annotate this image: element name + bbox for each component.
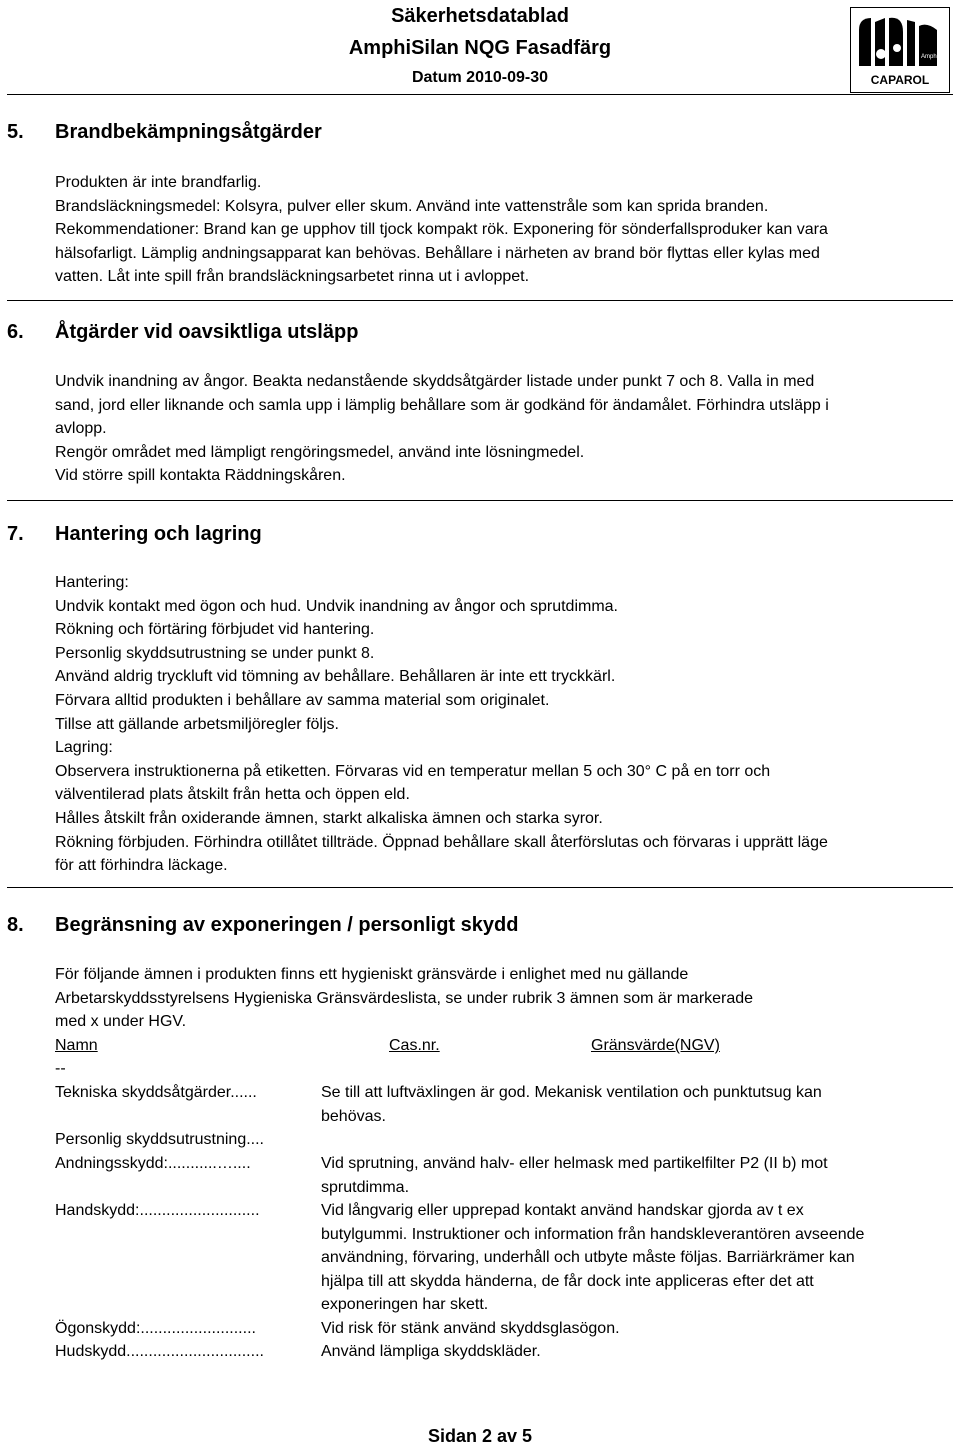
section-divider <box>7 300 953 301</box>
section-8-heading: 8. Begränsning av exponeringen / personligt skydd <box>7 914 519 936</box>
text-line: Arbetarskyddsstyrelsens Hygieniska Gränsvärdeslista, se under rubrik 3 ämnen som är markerade <box>55 989 754 1007</box>
document-date: Datum 2010-09-30 <box>411 69 549 86</box>
section-6-heading: 6. Åtgärder vid oavsiktliga utsläpp <box>7 321 359 343</box>
header-rule <box>7 94 953 95</box>
text-line: Rökning och förtäring förbjudet vid hantering. <box>55 621 375 639</box>
caparol-logo-icon <box>851 8 949 92</box>
text-line: Produkten är inte brandfarlig. <box>55 174 262 191</box>
section-6-body <box>55 370 945 488</box>
text-line: Vid större spill kontakta Räddningskåren. <box>55 467 346 485</box>
text-line: Rengör området med lämpligt rengöringsmedel, använd inte lösningmedel. <box>55 443 585 461</box>
text-line: Använd aldrig tryckluft vid tömning av behållare. Behållaren är inte ett tryckkärl. <box>55 668 616 686</box>
section-7-heading: 7. Hantering och lagring <box>7 523 262 545</box>
section-7-body <box>55 571 945 878</box>
text-line: Undvik kontakt med ögon och hud. Undvik inandning av ångor och sprutdimma. <box>55 597 618 615</box>
product-name: AmphiSilan NQG Fasadfärg <box>348 37 612 59</box>
text-line: Personlig skyddsutrustning se under punkt 8. <box>55 644 375 662</box>
text-line: Undvik inandning av ångor. Beakta nedanstående skyddsåtgärder listade under punkt 7 och 8. Valla in med <box>55 373 815 390</box>
text-line: hälsofarligt. Lämplig andningsapparat kan behövas. Behållare i närheten av brand bör flyttas eller kylas med <box>55 244 820 262</box>
page-number: Sidan 2 av 5 <box>427 1426 533 1446</box>
protection-label: Ögonskydd:.......................... <box>55 1320 256 1337</box>
text-line: Brandsläckningsmedel: Kolsyra, pulver eller skum. Använd inte vattenstråle som kan sprida branden. <box>55 197 769 215</box>
text-line: Hantering: <box>55 574 129 591</box>
svg-text:CAPAROL: CAPAROL <box>870 73 930 87</box>
protection-label: Andningsskydd:...........….... <box>55 1155 251 1172</box>
text-line: för att förhindra läckage. <box>55 857 228 875</box>
protection-label: Hudskydd............................... <box>55 1343 264 1360</box>
section-divider <box>7 500 953 501</box>
text-line: Rekommendationer: Brand kan ge upphov till tjock kompakt rök. Exponering för sönderfallsproduker kan vara <box>55 221 828 239</box>
column-header-cas: Cas.nr. <box>389 1037 440 1054</box>
protection-label: Handskydd:........................... <box>55 1202 260 1219</box>
protection-label: Personlig skyddsutrustning.... <box>55 1131 264 1148</box>
column-header-name: Namn <box>55 1037 98 1054</box>
section-divider <box>7 887 953 888</box>
text-line: med x under HGV. <box>55 1013 187 1031</box>
text-line: avlopp. <box>55 420 107 438</box>
column-header-limit: Gränsvärde(NGV) <box>591 1037 720 1054</box>
protection-text: Använd lämpliga skyddskläder. <box>321 1343 541 1360</box>
protection-text: Se till att luftväxlingen är god. Mekanisk ventilation och punktutsug kan behövas. <box>321 1084 822 1125</box>
protection-label: Tekniska skyddsåtgärder...... <box>55 1084 257 1101</box>
text-line: Förvara alltid produkten i behållare av samma material som originalet. <box>55 691 550 709</box>
protection-text: Vid risk för stänk använd skyddsglasögon. <box>321 1320 620 1337</box>
text-line: välventilerad plats åtskilt från hetta och öppen eld. <box>55 786 410 804</box>
text-line: Observera instruktionerna på etiketten. Förvaras vid en temperatur mellan 5 och 30° C på en torr och <box>55 762 771 780</box>
text-line: Hålles åtskilt från oxiderande ämnen, starkt alkaliska ämnen och starka syror. <box>55 809 603 827</box>
section-5-body <box>55 171 945 289</box>
text-line: För följande ämnen i produkten finns ett hygieniskt gränsvärde i enlighet med nu gällande <box>55 966 689 983</box>
protection-text: Vid sprutning, använd halv- eller helmask med partikelfilter P2 (II b) mot sprutdimma. <box>321 1155 828 1196</box>
protection-text: Vid långvarig eller upprepad kontakt använd handskar gjorda av t ex butylgummi. Instruktioner och information från handskleverantören avseende användning, förvaring, underhåll och utbyte måste följas. Barriärkrämer kan hjälpa till att skydda händerna, de får dock inte appliceras efter det att exponeringen har skett. <box>321 1202 865 1314</box>
section-8-intro <box>55 963 945 1034</box>
empty-row-dash: -- <box>55 1060 66 1077</box>
text-line: Rökning förbjuden. Förhindra otillåtet tillträde. Öppnad behållare skall återförslutas och förvaras i upprätt läge <box>55 833 828 851</box>
text-line: Lagring: <box>55 739 113 757</box>
caparol-logo <box>850 7 950 93</box>
document-title: Säkerhetsdatablad <box>391 5 569 27</box>
text-line: sand, jord eller liknande och samla upp i lämplig behållare som är godkänd för ändamålet. Förhindra utsläpp i <box>55 396 829 414</box>
text-line: vatten. Låt inte spill från brandsläckningsarbetet rinna ut i avloppet. <box>55 268 530 286</box>
text-line: Tillse att gällande arbetsmiljöregler följs. <box>55 715 339 733</box>
svg-text:AmphiSilan: AmphiSilan <box>921 54 949 60</box>
section-5-heading: 5. Brandbekämpningsåtgärder <box>7 121 322 143</box>
